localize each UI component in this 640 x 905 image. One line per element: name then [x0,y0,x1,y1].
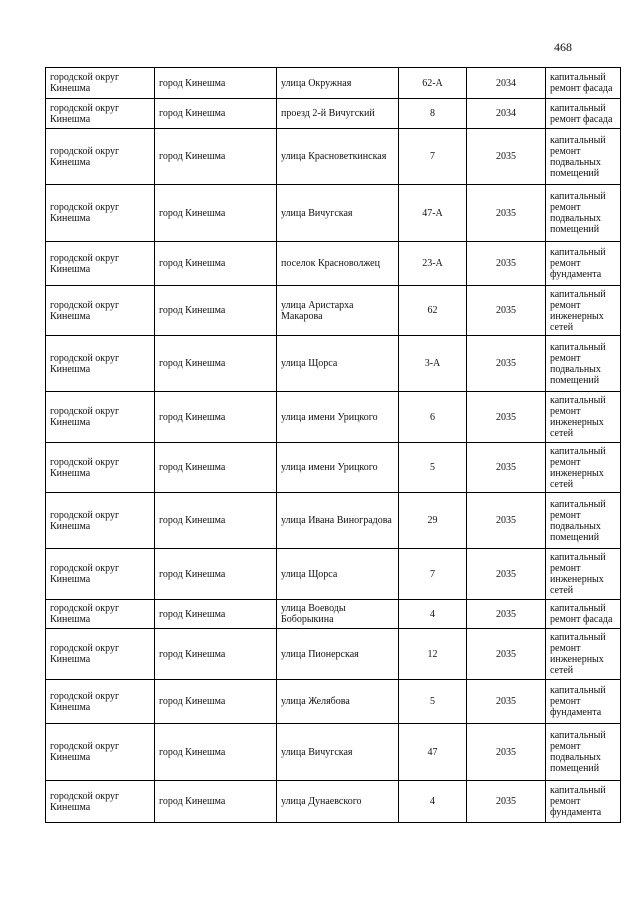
year-cell: 2034 [467,68,546,99]
table-row [46,549,621,600]
street-cell: улица Щорса [277,549,399,600]
street-cell: улица Желябова [277,680,399,724]
city-cell: город Кинешма [155,242,277,286]
table-row [46,286,621,336]
city-cell: город Кинешма [155,724,277,781]
okrug-cell: городской округ Кинешма [46,680,155,724]
work-cell: капитальный ремонт фасада [546,68,621,99]
street-cell: улица Щорса [277,336,399,392]
okrug-cell: городской округ Кинешма [46,99,155,129]
house-cell: 12 [399,629,467,680]
house-cell: 5 [399,443,467,493]
house-cell: 29 [399,493,467,549]
okrug-cell: городской округ Кинешма [46,600,155,629]
city-cell: город Кинешма [155,336,277,392]
year-cell: 2035 [467,600,546,629]
city-cell: город Кинешма [155,392,277,443]
year-cell: 2035 [467,336,546,392]
table-row [46,68,621,99]
city-cell: город Кинешма [155,443,277,493]
house-cell: 23-А [399,242,467,286]
house-cell: 4 [399,781,467,823]
table-row [46,724,621,781]
city-cell: город Кинешма [155,629,277,680]
street-cell: улица Вичугская [277,185,399,242]
city-cell: город Кинешма [155,493,277,549]
year-cell: 2035 [467,781,546,823]
work-cell: капитальный ремонт подвальных помещений [546,493,621,549]
year-cell: 2035 [467,629,546,680]
work-cell: капитальный ремонт инженерных сетей [546,286,621,336]
work-cell: капитальный ремонт инженерных сетей [546,549,621,600]
city-cell: город Кинешма [155,129,277,185]
table-row [46,392,621,443]
house-cell: 4 [399,600,467,629]
repair-schedule-table [45,67,621,823]
house-cell: 62-А [399,68,467,99]
work-cell: капитальный ремонт инженерных сетей [546,443,621,493]
okrug-cell: городской округ Кинешма [46,129,155,185]
street-cell: улица имени Урицкого [277,443,399,493]
city-cell: город Кинешма [155,185,277,242]
street-cell: улица Воеводы Боборыкина [277,600,399,629]
work-cell: капитальный ремонт инженерных сетей [546,392,621,443]
house-cell: 3-А [399,336,467,392]
year-cell: 2035 [467,724,546,781]
work-cell: капитальный ремонт инженерных сетей [546,629,621,680]
city-cell: город Кинешма [155,286,277,336]
okrug-cell: городской округ Кинешма [46,493,155,549]
street-cell: поселок Красноволжец [277,242,399,286]
street-cell: улица Дунаевского [277,781,399,823]
page-number: 468 [554,40,572,54]
table-row [46,129,621,185]
table-row [46,336,621,392]
house-cell: 47 [399,724,467,781]
city-cell: город Кинешма [155,600,277,629]
house-cell: 62 [399,286,467,336]
work-cell: капитальный ремонт фундамента [546,242,621,286]
okrug-cell: городской округ Кинешма [46,286,155,336]
work-cell: капитальный ремонт подвальных помещений [546,724,621,781]
street-cell: улица имени Урицкого [277,392,399,443]
work-cell: капитальный ремонт фундамента [546,680,621,724]
year-cell: 2035 [467,242,546,286]
table-row [46,99,621,129]
okrug-cell: городской округ Кинешма [46,242,155,286]
street-cell: улица Окружная [277,68,399,99]
table-row [46,680,621,724]
table-body [46,68,621,823]
okrug-cell: городской округ Кинешма [46,185,155,242]
table-row [46,443,621,493]
year-cell: 2035 [467,493,546,549]
city-cell: город Кинешма [155,680,277,724]
year-cell: 2035 [467,286,546,336]
okrug-cell: городской округ Кинешма [46,549,155,600]
year-cell: 2035 [467,129,546,185]
year-cell: 2034 [467,99,546,129]
okrug-cell: городской округ Кинешма [46,781,155,823]
city-cell: город Кинешма [155,68,277,99]
house-cell: 47-А [399,185,467,242]
house-cell: 6 [399,392,467,443]
city-cell: город Кинешма [155,781,277,823]
city-cell: город Кинешма [155,549,277,600]
okrug-cell: городской округ Кинешма [46,443,155,493]
street-cell: улица Пионерская [277,629,399,680]
table-row [46,629,621,680]
okrug-cell: городской округ Кинешма [46,336,155,392]
table-row [46,493,621,549]
city-cell: город Кинешма [155,99,277,129]
year-cell: 2035 [467,680,546,724]
street-cell: улица Аристарха Макарова [277,286,399,336]
work-cell: капитальный ремонт подвальных помещений [546,336,621,392]
table-row [46,781,621,823]
work-cell: капитальный ремонт фундамента [546,781,621,823]
year-cell: 2035 [467,443,546,493]
street-cell: проезд 2-й Вичугский [277,99,399,129]
house-cell: 7 [399,129,467,185]
table-row [46,242,621,286]
street-cell: улица Красноветкинская [277,129,399,185]
year-cell: 2035 [467,392,546,443]
okrug-cell: городской округ Кинешма [46,724,155,781]
okrug-cell: городской округ Кинешма [46,629,155,680]
work-cell: капитальный ремонт фасада [546,99,621,129]
work-cell: капитальный ремонт фасада [546,600,621,629]
year-cell: 2035 [467,185,546,242]
okrug-cell: городской округ Кинешма [46,68,155,99]
okrug-cell: городской округ Кинешма [46,392,155,443]
work-cell: капитальный ремонт подвальных помещений [546,185,621,242]
street-cell: улица Вичугская [277,724,399,781]
year-cell: 2035 [467,549,546,600]
work-cell: капитальный ремонт подвальных помещений [546,129,621,185]
street-cell: улица Ивана Виноградова [277,493,399,549]
house-cell: 8 [399,99,467,129]
house-cell: 5 [399,680,467,724]
house-cell: 7 [399,549,467,600]
table-row [46,185,621,242]
table-row [46,600,621,629]
